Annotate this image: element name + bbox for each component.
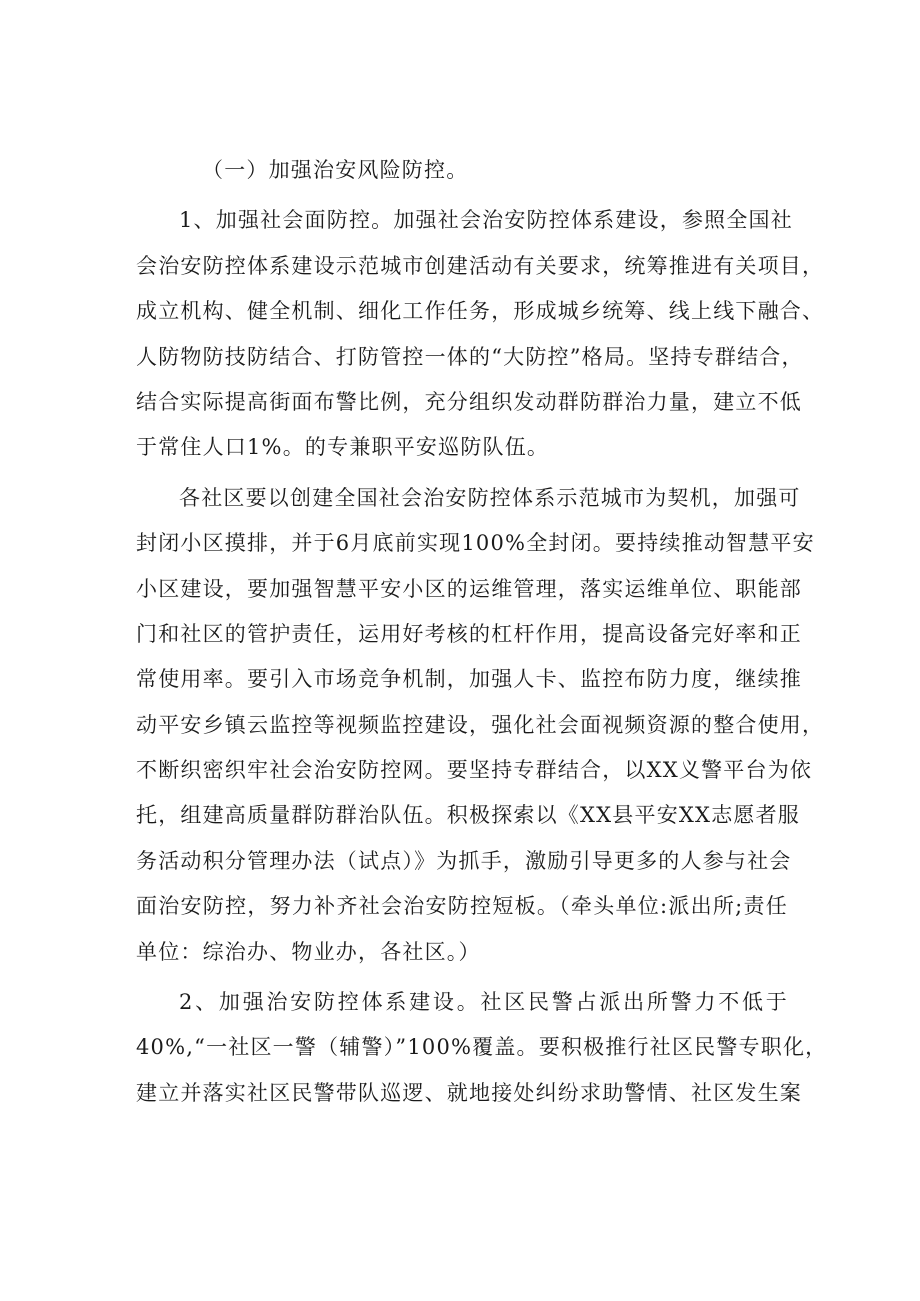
paragraph-line: 建立并落实社区民警带队巡逻、就地接处纠纷求助警情、社区发生案	[136, 1080, 802, 1105]
paragraph-line: 单位：综治办、物业办，各社区。）	[136, 939, 481, 964]
paragraph-line: 40%,“一社区一警（辅警）”100%覆盖。要积极推行社区民警专职化，	[136, 1035, 828, 1060]
paragraph-2	[136, 476, 825, 975]
paragraph-line: 动平安乡镇云监控等视频监控建设，强化社会面视频资源的整合使用，	[136, 712, 825, 737]
paragraph-3	[136, 980, 828, 1116]
paragraph-line: 各社区要以创建全国社会治安防控体系示范城市为契机，加强可	[179, 485, 801, 510]
paragraph-line: 门和社区的管护责任，运用好考核的杠杆作用，提高设备完好率和正	[136, 621, 802, 646]
paragraph-line: 于常住人口1%。的专兼职平安巡防队伍。	[136, 435, 550, 460]
paragraph-line: 2、加强治安防控体系建设。社区民警占派出所警力不低于	[179, 990, 788, 1015]
paragraph-line: 成立机构、健全机制、细化工作任务，形成城乡统筹、线上线下融合、	[136, 299, 825, 324]
paragraph-line: 封闭小区摸排，并于6月底前实现100%全封闭。要持续推动智慧平安	[136, 531, 815, 556]
paragraph-line: 小区建设，要加强智慧平安小区的运维管理，落实运维单位、职能部	[136, 576, 802, 601]
paragraph-line: 结合实际提高街面布警比例，充分组织发动群防群治力量，建立不低	[136, 389, 802, 414]
paragraph-line: 常使用率。要引入市场竞争机制，加强人卡、监控布防力度，继续推	[136, 667, 802, 692]
paragraph-1	[136, 198, 825, 470]
paragraph-line: 人防物防技防结合、打防管控一体的“大防控”格局。坚持专群结合，	[136, 344, 804, 369]
paragraph-line: 务活动积分管理办法（试点）》为抓手，激励引导更多的人参与社会	[136, 848, 792, 873]
paragraph-line: 会治安防控体系建设示范城市创建活动有关要求，统筹推进有关项目，	[136, 253, 825, 278]
paragraph-line: 托，组建高质量群防群治队伍。积极探索以《XX县平安XX志愿者服	[136, 803, 800, 828]
section-heading: （一）加强治安风险防控。	[202, 158, 469, 182]
paragraph-line: 1、加强社会面防控。加强社会治安防控体系建设，参照全国社	[179, 208, 793, 233]
paragraph-line: 面治安防控，努力补齐社会治安防控短板。（牵头单位:派出所;责任	[136, 894, 788, 919]
paragraph-line: 不断织密织牢社会治安防控网。要坚持专群结合，以XX义警平台为依	[136, 758, 813, 783]
document-body	[136, 148, 828, 1116]
